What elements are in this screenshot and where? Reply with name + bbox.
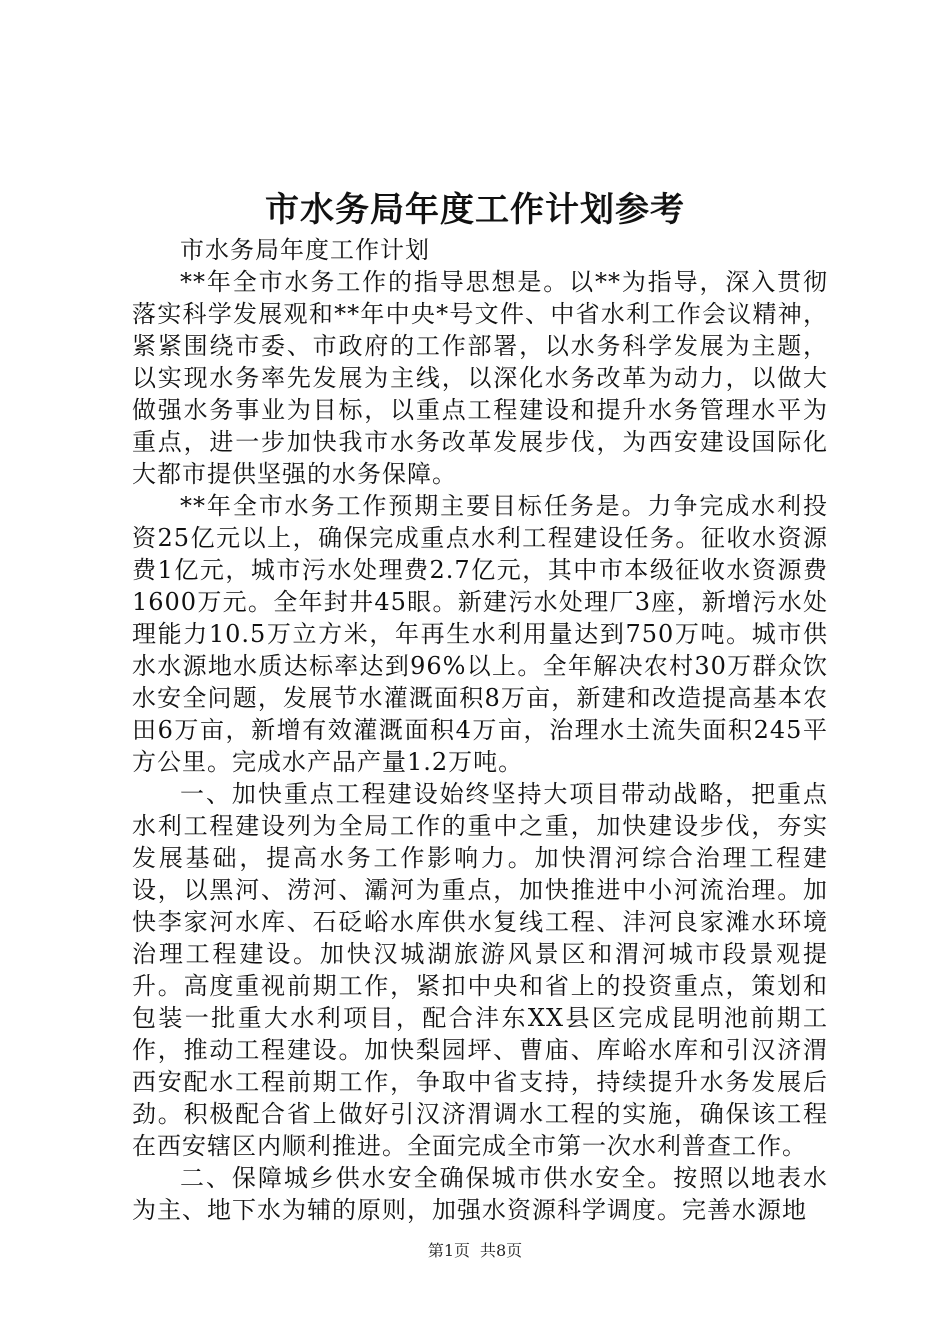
page-title: 市水务局年度工作计划参考 (265, 190, 685, 230)
paragraph-main-targets: **年全市水务工作预期主要目标任务是。力争完成水利投资25亿元以上，确保完成重点水利工程建设任务。征收水资源费1亿元，城市污水处理费2.7亿元，其中市本级征收水资源费1600万元。全年封井45眼。新建污水处理厂3座，新增污水处理能力10.5万立方米，年再生水利用量达到750万吨。城市供水水源地水质达标率达到96%以上。全年解决农村30万群众饮水安全问题，发展节水灌溉面积8万亩，新建和改造提高基本农田6万亩，新增有效灌溉面积4万亩，治理水土流失面积245平方公里。完成水产品产量1.2万吨。 (132, 492, 828, 776)
page-total: 共8页 (480, 1241, 523, 1260)
page-footer (0, 1240, 950, 1262)
document-body (132, 234, 828, 1226)
paragraph-section-one: 一、加快重点工程建设始终坚持大项目带动战略，把重点水利工程建设列为全局工作的重中之重，加快建设步伐，夯实发展基础，提高水务工作影响力。加快渭河综合治理工程建设，以黑河、涝河、灞河为重点，加快推进中小河流治理。加快李家河水库、石砭峪水库供水复线工程、沣河良家滩水环境治理工程建设。加快汉城湖旅游风景区和渭河城市段景观提升。高度重视前期工作，紧扣中央和省上的投资重点，策划和包装一批重大水利项目，配合沣东XX县区完成昆明池前期工作，推动工程建设。加快梨园坪、曹庙、库峪水库和引汉济渭西安配水工程前期工作，争取中省支持，持续提升水务发展后劲。积极配合省上做好引汉济渭调水工程的实施，确保该工程在西安辖区内顺利推进。全面完成全市第一次水利普查工作。 (132, 780, 828, 1160)
page-number: 第1页 (427, 1241, 470, 1260)
subtitle-paragraph: 市水务局年度工作计划 (180, 236, 430, 264)
paragraph-guiding-ideology: **年全市水务工作的指导思想是。以**为指导，深入贯彻落实科学发展观和**年中央*号文件、中省水利工作会议精神，紧紧围绕市委、市政府的工作部署，以水务科学发展为主题，以实现水务率先发展为主线，以深化水务改革为动力，以做大做强水务事业为目标，以重点工程建设和提升水务管理水平为重点，进一步加快我市水务改革发展步伐，为西安建设国际化大都市提供坚强的水务保障。 (132, 268, 828, 488)
paragraph-section-two: 二、保障城乡供水安全确保城市供水安全。按照以地表水为主、地下水为辅的原则，加强水资源科学调度。完善水源地 (132, 1164, 828, 1224)
